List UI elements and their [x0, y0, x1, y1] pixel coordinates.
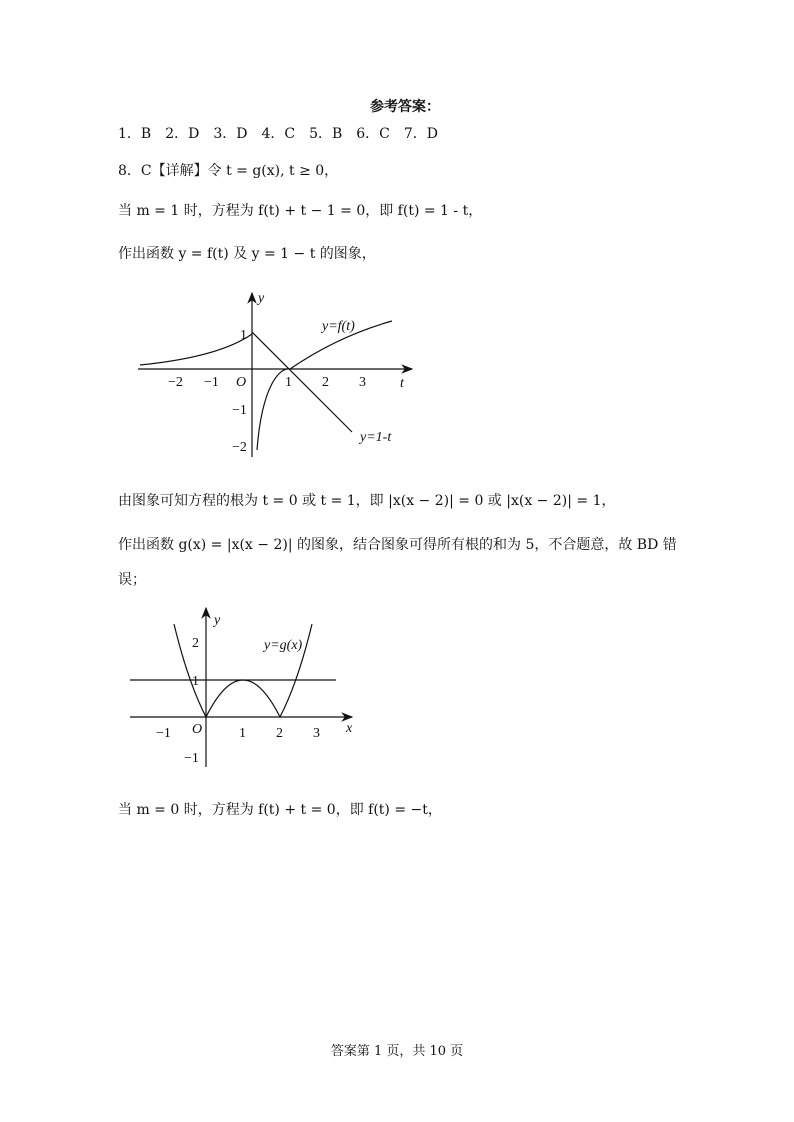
x-axis-label: x: [346, 721, 353, 736]
tick-x--1: −1: [156, 726, 171, 741]
origin-label: O: [192, 722, 203, 737]
curve-f-left: [140, 334, 252, 365]
origin-label: O: [236, 375, 247, 390]
q8-intro: 8．C【详解】令 t = g(x), t ≥ 0，: [118, 163, 339, 179]
tick-y--1: −1: [184, 751, 199, 766]
tick-x-2: 2: [276, 726, 283, 741]
figure-f-and-line: [130, 285, 430, 465]
figure-g: [122, 602, 372, 774]
x-axis-label: t: [400, 376, 404, 391]
curve-g-left: [174, 624, 206, 717]
q8-draw-figure1: 作出函数 y = f(t) 及 y = 1 − t 的图象，: [118, 246, 376, 262]
tick-y-2: 2: [192, 636, 199, 651]
label-g-curve: y=g(x): [264, 638, 303, 653]
tick-y--1: −1: [232, 403, 247, 418]
tick-x--2: −2: [168, 375, 183, 390]
curve-g-middle: [206, 680, 280, 717]
q8-roots: 由图象可知方程的根为 t = 0 或 t = 1，即 |x(x − 2)| = 0 或 |x(x − 2)| = 1，: [118, 493, 616, 509]
page-title: 参考答案：: [370, 99, 440, 115]
y-axis-label: y: [258, 291, 265, 306]
tick-y-1: 1: [192, 674, 199, 689]
answers-line: 1．B 2．D 3．D 4．C 5．B 6．C 7．D: [118, 126, 439, 142]
q8-case-m1: 当 m = 1 时，方程为 f(t) + t − 1 = 0，即 f(t) = 1 - t，: [118, 203, 483, 219]
tick-x--1: −1: [204, 375, 219, 390]
label-line: y=1-t: [360, 430, 392, 445]
tick-y--2: −2: [232, 440, 247, 455]
tick-x-3: 3: [359, 375, 366, 390]
line-1-minus-t: [252, 332, 352, 432]
tick-y-1: 1: [240, 328, 247, 343]
q8-draw-figure2-b: 误；: [118, 572, 146, 588]
q8-draw-figure2-a: 作出函数 g(x) = |x(x − 2)| 的图象，结合图象可得所有根的和为 5，不合题意，故 BD 错: [118, 537, 677, 553]
page-footer: 答案第 1 页，共 10 页: [330, 1044, 464, 1059]
tick-x-1: 1: [285, 375, 292, 390]
tick-x-3: 3: [313, 726, 320, 741]
tick-x-1: 1: [239, 726, 246, 741]
tick-x-2: 2: [322, 375, 329, 390]
y-axis-label: y: [214, 613, 221, 628]
label-f-curve: y=f(t): [322, 319, 355, 334]
q8-case-m0: 当 m = 0 时，方程为 f(t) + t = 0，即 f(t) = −t，: [118, 802, 442, 818]
